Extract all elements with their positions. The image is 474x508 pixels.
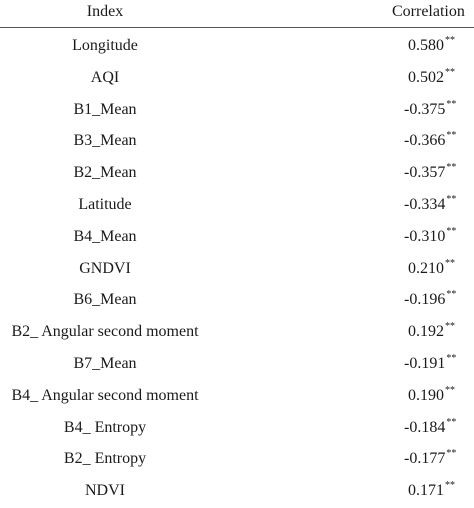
- correlation-cell: [380, 225, 474, 246]
- correlation-cell: [380, 37, 474, 55]
- table-row: [0, 476, 474, 508]
- index-cell: B3_Mean: [73, 132, 137, 150]
- correlation-value: 0.171: [408, 482, 444, 500]
- table-row: [0, 63, 474, 95]
- index-cell: B4_ Angular second moment: [11, 386, 199, 404]
- correlation-cell: [380, 193, 474, 214]
- correlation-value: 0.190: [408, 386, 444, 404]
- significance-marker: **: [445, 35, 455, 46]
- correlation-value: -0.196: [404, 291, 446, 309]
- correlation-cell: [380, 323, 474, 341]
- significance-marker: **: [445, 257, 455, 269]
- significance-marker: **: [446, 289, 457, 301]
- table-row: [0, 95, 474, 127]
- index-cell: B2_ Angular second moment: [11, 323, 199, 341]
- index-cell: B4_Mean: [73, 227, 137, 245]
- index-cell: B7_Mean: [73, 354, 137, 372]
- index-cell: GNDVI: [79, 259, 131, 277]
- correlation-value: 0.210: [408, 259, 444, 277]
- correlation-cell: [380, 450, 474, 468]
- table-row: [0, 190, 474, 222]
- correlation-value: -0.375: [404, 100, 446, 118]
- index-column-header: Index: [86, 3, 124, 20]
- correlation-cell: [380, 132, 474, 150]
- significance-marker: **: [446, 162, 457, 174]
- significance-marker: **: [446, 448, 457, 460]
- table-row: [0, 158, 474, 190]
- correlation-cell: [380, 384, 474, 405]
- correlation-cell: [380, 291, 474, 309]
- correlation-value: 0.580: [408, 37, 444, 54]
- table-row: [0, 31, 474, 63]
- correlation-value: 0.192: [408, 323, 444, 341]
- correlation-value: 0.502: [408, 68, 444, 86]
- table-header: [0, 0, 474, 28]
- table-row: [0, 317, 474, 349]
- correlation-value: -0.177: [404, 450, 446, 468]
- correlation-column-header: Correlation: [392, 3, 465, 20]
- correlation-cell: [380, 352, 474, 373]
- correlation-value: -0.310: [404, 227, 446, 245]
- table-body: [0, 31, 474, 508]
- index-cell: NDVI: [85, 482, 125, 500]
- correlation-cell: [380, 257, 474, 278]
- correlation-value: -0.334: [404, 195, 446, 213]
- significance-marker: **: [446, 225, 457, 237]
- significance-marker: **: [446, 130, 457, 142]
- table-row: [0, 413, 474, 445]
- correlation-cell: [380, 98, 474, 119]
- significance-marker: **: [445, 66, 455, 78]
- table-row: [0, 285, 474, 317]
- table-row: [0, 126, 474, 158]
- significance-marker: **: [445, 321, 455, 333]
- significance-marker: **: [446, 352, 457, 364]
- correlation-value: -0.366: [404, 132, 446, 150]
- table-row: [0, 444, 474, 476]
- significance-marker: **: [446, 416, 457, 428]
- header-divider: [0, 27, 474, 28]
- table-row: [0, 381, 474, 413]
- table-row: [0, 349, 474, 381]
- table-row: [0, 254, 474, 286]
- index-cell: B6_Mean: [73, 291, 137, 309]
- correlation-cell: [380, 66, 474, 87]
- correlation-value: -0.184: [404, 418, 446, 436]
- index-cell: B2_ Entropy: [63, 450, 147, 468]
- index-cell: AQI: [90, 68, 120, 86]
- significance-marker: **: [445, 480, 455, 492]
- index-cell: B1_Mean: [73, 100, 137, 118]
- significance-marker: **: [446, 98, 457, 110]
- index-cell: B2_Mean: [73, 164, 137, 182]
- significance-marker: **: [446, 193, 457, 205]
- correlation-cell: [380, 164, 474, 182]
- correlation-cell: [380, 482, 474, 500]
- index-cell: B4_ Entropy: [63, 418, 147, 436]
- index-cell: Latitude: [78, 195, 132, 213]
- correlation-value: -0.357: [404, 164, 446, 182]
- correlation-cell: [380, 416, 474, 437]
- table-row: [0, 222, 474, 254]
- significance-marker: **: [445, 384, 455, 396]
- correlation-value: -0.191: [404, 354, 446, 372]
- index-cell: Longitude: [72, 37, 138, 54]
